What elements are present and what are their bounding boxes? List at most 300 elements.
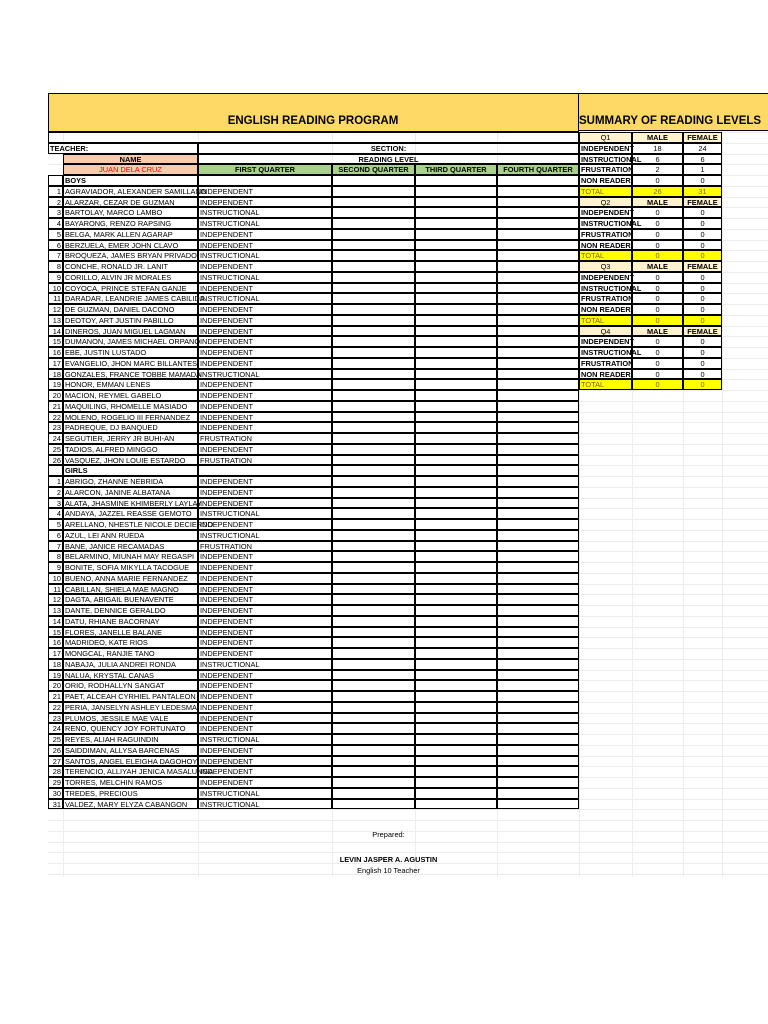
level-cell xyxy=(497,659,579,670)
level-cell xyxy=(497,412,579,423)
first-quarter-level: INSTRUCTIONAL xyxy=(198,250,332,261)
level-cell xyxy=(332,390,415,401)
row-number: 14 xyxy=(48,326,63,337)
level-cell xyxy=(497,369,579,380)
summary-total-female: 0 xyxy=(683,250,722,261)
level-cell xyxy=(415,637,497,648)
first-quarter-level: INDEPENDENT xyxy=(198,390,332,401)
first-quarter-level: INDEPENDENT xyxy=(198,401,332,412)
level-cell xyxy=(332,218,415,229)
row-number: 5 xyxy=(48,229,63,240)
level-cell xyxy=(415,433,497,444)
level-cell xyxy=(415,240,497,251)
first-quarter-level: INSTRUCTIONAL xyxy=(198,788,332,799)
first-quarter-level: INDEPENDENT xyxy=(198,197,332,208)
level-cell xyxy=(415,250,497,261)
student-name: MOLENO, ROGELIO III FERNANDEZ xyxy=(63,412,198,423)
page-title: ENGLISH READING PROGRAM xyxy=(227,115,399,127)
summary-male-count: 0 xyxy=(632,336,683,347)
first-quarter-level: INDEPENDENT xyxy=(198,498,332,509)
row-number: 14 xyxy=(48,616,63,627)
level-cell xyxy=(415,175,497,186)
quarter-header: THIRD QUARTER xyxy=(415,164,497,175)
row-number: 15 xyxy=(48,336,63,347)
level-cell xyxy=(497,465,579,476)
student-name: ORIO, RODHALLYN SANGAT xyxy=(63,680,198,691)
first-quarter-level: INDEPENDENT xyxy=(198,648,332,659)
summary-male-count: 0 xyxy=(632,272,683,283)
level-cell xyxy=(497,637,579,648)
student-name: PAET, ALCEAH CYRHIEL PANTALEON xyxy=(63,691,198,702)
row-number: 4 xyxy=(48,508,63,519)
student-name: TORRES, MELCHIN RAMOS xyxy=(63,777,198,788)
summary-female-count: 0 xyxy=(683,283,722,294)
level-cell xyxy=(415,691,497,702)
level-cell xyxy=(415,519,497,530)
level-cell xyxy=(332,304,415,315)
student-name: MONGCAL, RANJIE TANO xyxy=(63,648,198,659)
sheet-gridline xyxy=(48,820,768,821)
level-cell xyxy=(332,293,415,304)
summary-quarter-label: Q4 xyxy=(579,326,632,337)
first-quarter-level: INSTRUCTIONAL xyxy=(198,207,332,218)
level-cell xyxy=(332,433,415,444)
row-number: 3 xyxy=(48,498,63,509)
quarter-header: FIRST QUARTER xyxy=(198,164,332,175)
first-quarter-level: INDEPENDENT xyxy=(198,680,332,691)
row-number: 8 xyxy=(48,551,63,562)
level-cell xyxy=(332,422,415,433)
student-name: TADIOS, ALFRED MINGGO xyxy=(63,444,198,455)
level-cell xyxy=(332,229,415,240)
first-quarter-level: INSTRUCTIONAL xyxy=(198,799,332,810)
row-number: 27 xyxy=(48,756,63,767)
first-quarter-level: INDEPENDENT xyxy=(198,691,332,702)
first-quarter-level: INSTRUCTIONAL xyxy=(198,530,332,541)
summary-male-header: MALE xyxy=(632,261,683,272)
level-cell xyxy=(332,283,415,294)
summary-male-count: 0 xyxy=(632,283,683,294)
level-cell xyxy=(497,175,579,186)
level-cell xyxy=(332,777,415,788)
level-cell xyxy=(497,347,579,358)
level-cell xyxy=(198,465,332,476)
level-cell xyxy=(497,541,579,552)
level-cell xyxy=(332,197,415,208)
summary-female-count: 24 xyxy=(683,143,722,154)
name-header: NAME xyxy=(63,154,198,165)
summary-level-label: NON READER xyxy=(581,305,631,314)
level-cell xyxy=(332,691,415,702)
student-name: ABRIGO, ZHANNE NEBRIDA xyxy=(63,476,198,487)
level-cell xyxy=(497,390,579,401)
student-name: HONOR, EMMAN LENES xyxy=(63,379,198,390)
level-cell xyxy=(415,261,497,272)
first-quarter-level: INDEPENDENT xyxy=(198,261,332,272)
summary-level-label: INDEPENDENT xyxy=(581,208,634,218)
level-cell xyxy=(415,186,497,197)
student-name: NABAJA, JULIA ANDREI RONDA xyxy=(63,659,198,670)
row-number: 6 xyxy=(48,240,63,251)
first-quarter-level: INDEPENDENT xyxy=(198,283,332,294)
row-number: 25 xyxy=(48,734,63,745)
level-cell xyxy=(415,315,497,326)
student-name: ALARCON, JANINE ALBATANA xyxy=(63,487,198,498)
first-quarter-level: INDEPENDENT xyxy=(198,336,332,347)
student-name: GONZALES, FRANCE TOBBE MAMADA xyxy=(65,369,202,379)
student-name: BELARMINO, MIUNAH MAY REGASPI xyxy=(63,551,198,562)
student-name: SANTOS, ANGEL ELEIGHA DAGOHOY xyxy=(65,756,198,766)
level-cell xyxy=(415,723,497,734)
student-name: BROQUEZA, JAMES BRYAN PRIVADO xyxy=(65,251,197,261)
row-number: 12 xyxy=(48,594,63,605)
section-label: SECTION: xyxy=(198,143,579,154)
first-quarter-level: INDEPENDENT xyxy=(198,229,332,240)
row-number: 18 xyxy=(48,369,63,380)
row-number: 19 xyxy=(48,670,63,681)
first-quarter-level: INDEPENDENT xyxy=(198,326,332,337)
blank-row xyxy=(48,132,579,143)
row-number: 24 xyxy=(48,433,63,444)
level-cell xyxy=(415,347,497,358)
student-name: SEGUTIER, JERRY JR BUHI-AN xyxy=(63,433,198,444)
level-cell xyxy=(332,637,415,648)
level-cell xyxy=(415,648,497,659)
level-cell xyxy=(332,788,415,799)
first-quarter-level: FRUSTRATION xyxy=(198,541,332,552)
student-name: PERIA, JANSELYN ASHLEY LEDESMA xyxy=(65,702,197,712)
summary-female-header: FEMALE xyxy=(683,197,722,208)
row-number: 8 xyxy=(48,261,63,272)
summary-total-female: 0 xyxy=(683,315,722,326)
student-name: MAQUILING, RHOMELLE MASIADO xyxy=(63,401,198,412)
level-cell xyxy=(497,670,579,681)
row-number: 9 xyxy=(48,272,63,283)
row-number: 21 xyxy=(48,691,63,702)
summary-female-count: 0 xyxy=(683,347,722,358)
level-cell xyxy=(415,412,497,423)
level-cell xyxy=(497,734,579,745)
student-name: DUMANON, JAMES MICHAEL ORPANO xyxy=(65,337,201,347)
row-number: 23 xyxy=(48,422,63,433)
student-name: CORILLO, ALVIN JR MORALES xyxy=(63,272,198,283)
level-cell xyxy=(332,508,415,519)
level-cell xyxy=(415,498,497,509)
level-cell xyxy=(497,207,579,218)
level-cell xyxy=(332,756,415,767)
summary-female-count: 6 xyxy=(683,154,722,165)
level-cell xyxy=(332,799,415,810)
row-number: 15 xyxy=(48,627,63,638)
level-cell xyxy=(332,315,415,326)
summary-total-male: 0 xyxy=(632,315,683,326)
level-cell xyxy=(415,799,497,810)
summary-male-count: 0 xyxy=(632,218,683,229)
level-cell xyxy=(497,799,579,810)
level-cell xyxy=(497,756,579,767)
student-name: DAGTA, ABIGAIL BUENAVENTE xyxy=(63,594,198,605)
summary-level-label: FRUSTRATION xyxy=(581,294,634,304)
level-cell xyxy=(415,358,497,369)
level-cell xyxy=(415,304,497,315)
level-cell xyxy=(332,551,415,562)
quarter-header: SECOND QUARTER xyxy=(332,164,415,175)
level-cell xyxy=(332,261,415,272)
first-quarter-level: FRUSTRATION xyxy=(198,433,332,444)
summary-male-count: 6 xyxy=(632,154,683,165)
student-name: CONCHE, RONALD JR. LANIT xyxy=(63,261,198,272)
first-quarter-level: INSTRUCTIONAL xyxy=(198,659,332,670)
first-quarter-level: INSTRUCTIONAL xyxy=(198,272,332,283)
first-quarter-level: INDEPENDENT xyxy=(198,315,332,326)
student-name: FLORES, JANELLE BALANE xyxy=(63,627,198,638)
level-cell xyxy=(415,508,497,519)
summary-male-count: 0 xyxy=(632,293,683,304)
student-name: BONITE, SOFIA MIKYLLA TACOGUE xyxy=(63,562,198,573)
row-number: 20 xyxy=(48,680,63,691)
level-cell xyxy=(415,788,497,799)
teacher-name: JUAN DELA CRUZ xyxy=(63,164,198,175)
row-number: 7 xyxy=(48,250,63,261)
summary-male-count: 0 xyxy=(632,175,683,186)
level-cell xyxy=(415,369,497,380)
row-number: 1 xyxy=(48,186,63,197)
level-cell xyxy=(497,745,579,756)
teacher-label: TEACHER: xyxy=(48,143,198,154)
level-cell xyxy=(415,455,497,466)
row-number: 1 xyxy=(48,476,63,487)
row-number: 30 xyxy=(48,788,63,799)
level-cell xyxy=(497,315,579,326)
first-quarter-level: INDEPENDENT xyxy=(198,605,332,616)
level-cell xyxy=(415,605,497,616)
level-cell xyxy=(332,702,415,713)
level-cell xyxy=(332,594,415,605)
summary-female-count: 0 xyxy=(683,272,722,283)
level-cell xyxy=(332,240,415,251)
row-number: 25 xyxy=(48,444,63,455)
summary-level-label: NON READER xyxy=(581,240,631,250)
level-cell xyxy=(332,530,415,541)
first-quarter-level: INDEPENDENT xyxy=(198,627,332,638)
first-quarter-level: INDEPENDENT xyxy=(198,777,332,788)
summary-level-label: INSTRUCTIONAL xyxy=(581,154,642,164)
summary-female-count: 1 xyxy=(683,164,722,175)
level-cell xyxy=(415,229,497,240)
level-cell xyxy=(497,573,579,584)
level-cell xyxy=(415,659,497,670)
student-name: VASQUEZ, JHON LOUIE ESTARDO xyxy=(63,455,198,466)
level-cell xyxy=(415,401,497,412)
level-cell xyxy=(332,616,415,627)
first-quarter-level: INDEPENDENT xyxy=(198,379,332,390)
first-quarter-level: INDEPENDENT xyxy=(198,358,332,369)
first-quarter-level: INDEPENDENT xyxy=(198,476,332,487)
row-number: 3 xyxy=(48,207,63,218)
row-number: 10 xyxy=(48,573,63,584)
level-cell xyxy=(415,594,497,605)
level-cell xyxy=(497,691,579,702)
summary-total-female: 0 xyxy=(683,379,722,390)
summary-total-label: TOTAL xyxy=(579,315,632,326)
student-name: AGRAVIADOR, ALEXANDER SAMILLANO xyxy=(65,186,207,196)
summary-male-count: 18 xyxy=(632,143,683,154)
student-name: COYOCA, PRINCE STEFAN GANJE xyxy=(63,283,198,294)
summary-male-count: 0 xyxy=(632,347,683,358)
level-cell xyxy=(497,261,579,272)
student-name: TERENCIO, ALLIYAH JENICA MASALUNGA xyxy=(65,767,214,777)
level-cell xyxy=(497,433,579,444)
student-name: PADREQUE, DJ BANQUED xyxy=(63,422,198,433)
first-quarter-level: INDEPENDENT xyxy=(198,594,332,605)
girls-section-label: GIRLS xyxy=(63,465,198,476)
summary-male-count: 0 xyxy=(632,229,683,240)
level-cell xyxy=(332,498,415,509)
level-cell xyxy=(332,444,415,455)
student-name: DEOTOY, ART JUSTIN PABILLO xyxy=(63,315,198,326)
level-cell xyxy=(415,422,497,433)
summary-level-label: INDEPENDENT xyxy=(581,337,634,347)
level-cell xyxy=(332,476,415,487)
level-cell xyxy=(497,401,579,412)
level-cell xyxy=(497,508,579,519)
summary-level-label: NON READER xyxy=(581,176,631,185)
first-quarter-level: INDEPENDENT xyxy=(198,240,332,251)
student-name: BELGA, MARK ALLEN AGARAP xyxy=(63,229,198,240)
level-cell xyxy=(332,412,415,423)
level-cell xyxy=(332,627,415,638)
first-quarter-level: INDEPENDENT xyxy=(198,422,332,433)
level-cell xyxy=(497,455,579,466)
level-cell xyxy=(415,444,497,455)
level-cell xyxy=(332,573,415,584)
student-name: PLUMOS, JESSILE MAE VALE xyxy=(63,713,198,724)
row-number: 10 xyxy=(48,283,63,294)
summary-female-count: 0 xyxy=(683,369,722,380)
first-quarter-level: INDEPENDENT xyxy=(198,412,332,423)
summary-level-label: NON READER xyxy=(581,369,631,379)
level-cell xyxy=(415,680,497,691)
student-name: DE GUZMAN, DANIEL DACONO xyxy=(63,304,198,315)
row-number: 20 xyxy=(48,390,63,401)
level-cell xyxy=(497,519,579,530)
summary-female-count: 0 xyxy=(683,358,722,369)
level-cell xyxy=(497,723,579,734)
level-cell xyxy=(332,326,415,337)
level-cell xyxy=(332,680,415,691)
student-name: RENO, QUENCY JOY FORTUNATO xyxy=(63,723,198,734)
level-cell xyxy=(415,734,497,745)
level-cell xyxy=(332,745,415,756)
row-number: 21 xyxy=(48,401,63,412)
summary-male-count: 0 xyxy=(632,358,683,369)
first-quarter-level: INDEPENDENT xyxy=(198,487,332,498)
student-name: DATU, RHIANE BACORNAY xyxy=(63,616,198,627)
level-cell xyxy=(497,594,579,605)
level-cell xyxy=(415,713,497,724)
level-cell xyxy=(497,272,579,283)
level-cell xyxy=(332,519,415,530)
level-cell xyxy=(332,379,415,390)
level-cell xyxy=(332,347,415,358)
row-number: 28 xyxy=(48,766,63,777)
row-number: 23 xyxy=(48,713,63,724)
row-number: 22 xyxy=(48,412,63,423)
level-cell xyxy=(332,401,415,412)
level-cell xyxy=(497,218,579,229)
level-cell xyxy=(415,530,497,541)
level-cell xyxy=(415,541,497,552)
row-number: 2 xyxy=(48,487,63,498)
level-cell xyxy=(198,175,332,186)
row-number: 13 xyxy=(48,315,63,326)
level-cell xyxy=(497,229,579,240)
level-cell xyxy=(497,702,579,713)
summary-quarter-label: Q3 xyxy=(579,261,632,272)
level-cell xyxy=(497,680,579,691)
student-name: BARTOLAY, MARCO LAMBO xyxy=(63,207,198,218)
student-name: EVANGELIO, JHON MARC BILLANTES xyxy=(65,358,198,368)
first-quarter-level: INSTRUCTIONAL xyxy=(198,218,332,229)
level-cell xyxy=(415,562,497,573)
student-name: BERZUELA, EMER JOHN CLAVO xyxy=(63,240,198,251)
row-number: 18 xyxy=(48,659,63,670)
first-quarter-level: INDEPENDENT xyxy=(198,304,332,315)
summary-level-label: INSTRUCTIONAL xyxy=(581,283,642,293)
first-quarter-level: FRUSTRATION xyxy=(198,455,332,466)
student-name: MACION, REYMEL GABELO xyxy=(63,390,198,401)
level-cell xyxy=(497,240,579,251)
summary-male-count: 0 xyxy=(632,369,683,380)
level-cell xyxy=(497,304,579,315)
summary-male-count: 2 xyxy=(632,164,683,175)
level-cell xyxy=(497,476,579,487)
row-number: 9 xyxy=(48,562,63,573)
level-cell xyxy=(415,218,497,229)
level-cell xyxy=(415,616,497,627)
level-cell xyxy=(415,197,497,208)
level-cell xyxy=(332,207,415,218)
level-cell xyxy=(497,336,579,347)
student-name: EBE, JUSTIN LUSTADO xyxy=(63,347,198,358)
first-quarter-level: INDEPENDENT xyxy=(198,713,332,724)
level-cell xyxy=(332,734,415,745)
student-name: TREDES, PRECIOUS xyxy=(63,788,198,799)
row-number: 13 xyxy=(48,605,63,616)
reading-level-header: READING LEVEL xyxy=(198,154,579,165)
level-cell xyxy=(415,756,497,767)
level-cell xyxy=(332,713,415,724)
level-cell xyxy=(415,390,497,401)
signatory-name: LEVIN JASPER A. AGUSTIN xyxy=(339,855,438,864)
level-cell xyxy=(415,777,497,788)
level-cell xyxy=(497,562,579,573)
summary-male-count: 0 xyxy=(632,304,683,315)
level-cell xyxy=(497,551,579,562)
row-number: 16 xyxy=(48,637,63,648)
level-cell xyxy=(332,723,415,734)
row-number: 26 xyxy=(48,455,63,466)
level-cell xyxy=(415,766,497,777)
level-cell xyxy=(332,455,415,466)
level-cell xyxy=(332,584,415,595)
level-cell xyxy=(332,605,415,616)
level-cell xyxy=(415,584,497,595)
level-cell xyxy=(415,326,497,337)
level-cell xyxy=(415,476,497,487)
first-quarter-level: INDEPENDENT xyxy=(198,186,332,197)
first-quarter-level: INDEPENDENT xyxy=(198,670,332,681)
